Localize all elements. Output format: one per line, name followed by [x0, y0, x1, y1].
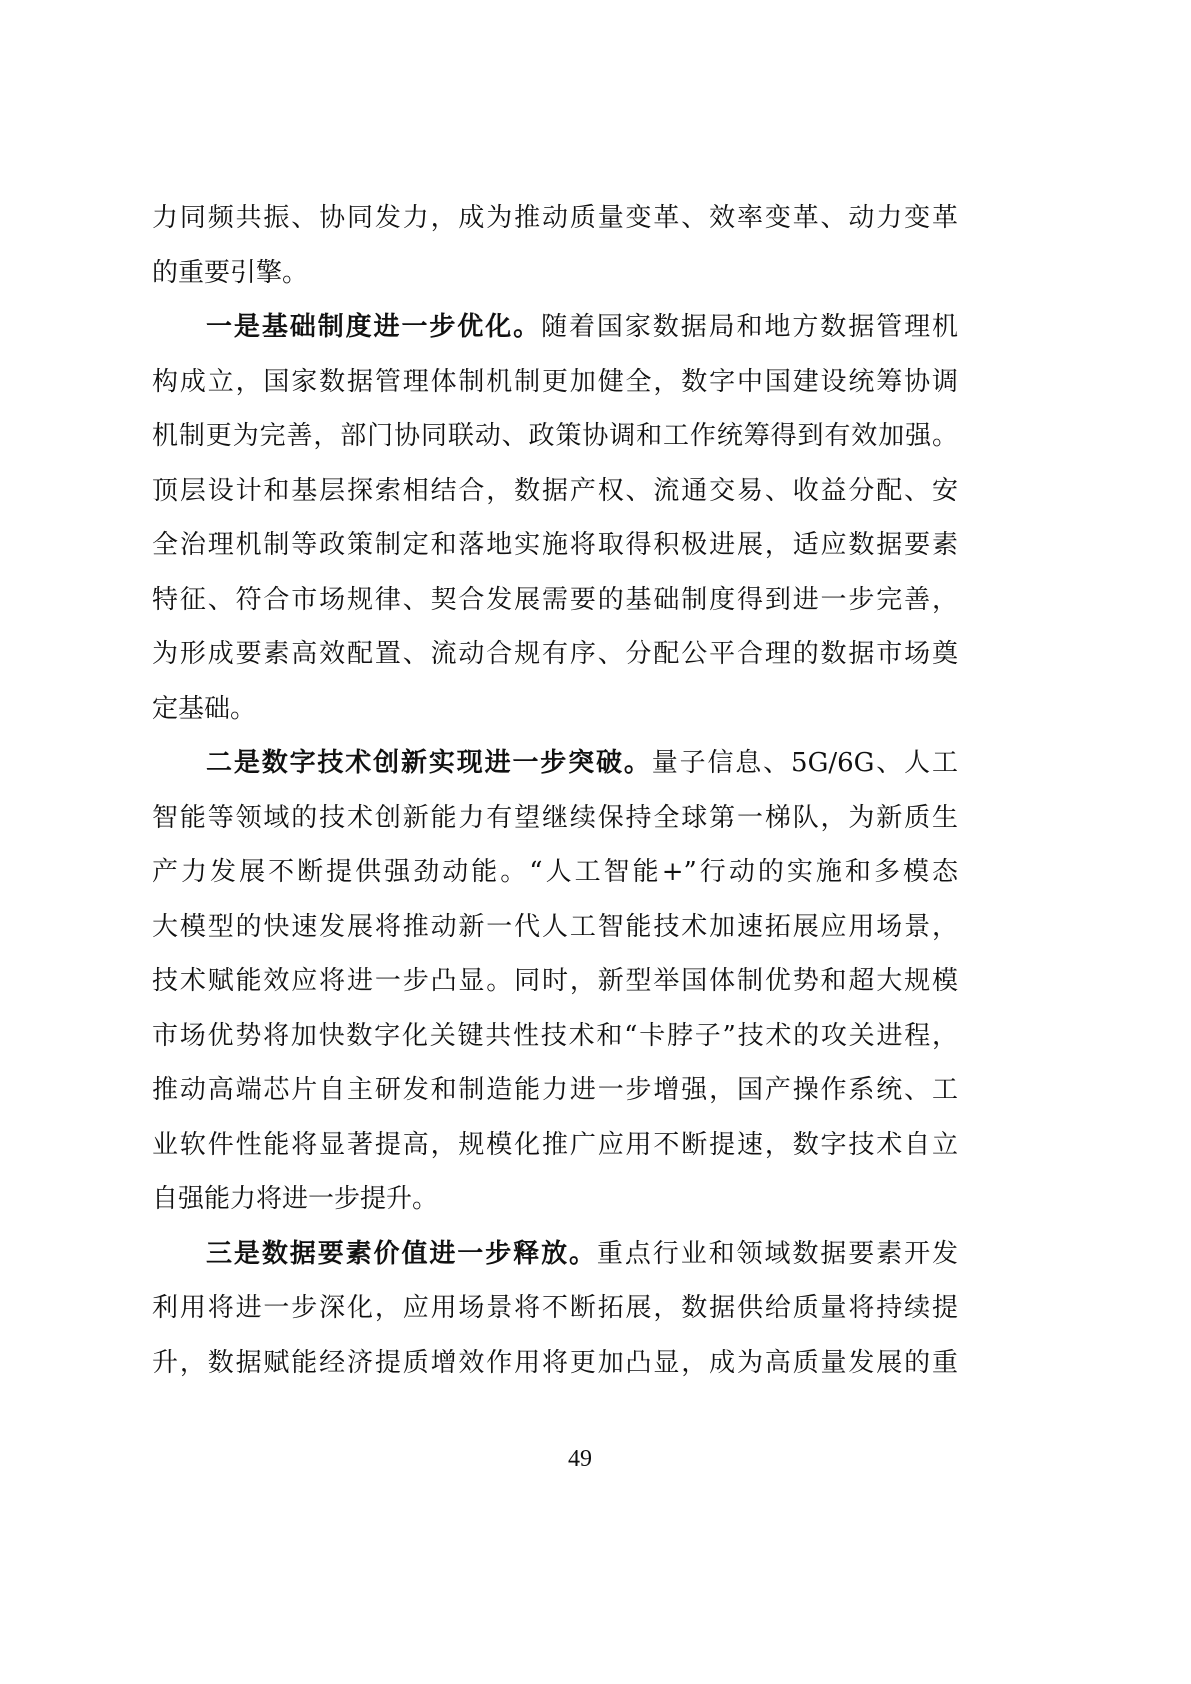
- text-line: [152, 246, 958, 301]
- line-text: 定基础。: [152, 693, 257, 724]
- line-text: 产力发展不断提供强劲动能。“人工智能+”行动的实施和多模态: [152, 857, 958, 887]
- paragraph: [152, 736, 958, 1227]
- line-text: 特征、符合市场规律、契合发展需要的基础制度得到进一步完善，: [152, 584, 958, 615]
- text-line: [152, 518, 958, 573]
- paragraph: [152, 191, 958, 300]
- paragraph-heading: 二是数字技术创新实现进一步突破。: [206, 748, 652, 778]
- text-line: [152, 1227, 958, 1282]
- text-line: [152, 954, 958, 1009]
- line-text: 力同频共振、协同发力，成为推动质量变革、效率变革、动力变革: [152, 203, 958, 233]
- paragraph-heading: 一是基础制度进一步优化。: [206, 312, 542, 342]
- line-text: 智能等领域的技术创新能力有望继续保持全球第一梯队，为新质生: [152, 802, 958, 833]
- line-text: 大模型的快速发展将推动新一代人工智能技术加速拓展应用场景，: [152, 911, 958, 942]
- page-number: 49: [568, 1446, 592, 1472]
- line-text: 推动高端芯片自主研发和制造能力进一步增强，国产操作系统、工: [152, 1075, 958, 1105]
- line-text: 重点行业和领域数据要素开发: [596, 1238, 958, 1269]
- paragraph-heading: 三是数据要素价值进一步释放。: [206, 1238, 597, 1269]
- line-text: 全治理机制等政策制定和落地实施将取得积极进展，适应数据要素: [152, 530, 958, 560]
- line-text: 顶层设计和基层探索相结合，数据产权、流通交易、收益分配、安: [152, 475, 958, 506]
- text-line: [152, 191, 958, 246]
- text-line: [152, 409, 958, 464]
- line-text: 机制更为完善，部门协同联动、政策协调和工作统筹得到有效加强。: [152, 421, 958, 451]
- text-line: [152, 464, 958, 519]
- line-text: 为形成要素高效配置、流动合规有序、分配公平合理的数据市场奠: [152, 639, 958, 669]
- paragraph: [152, 1227, 958, 1391]
- text-line: [152, 682, 958, 737]
- text-line: [152, 355, 958, 410]
- line-text: 的重要引擎。: [152, 257, 309, 288]
- text-line: [152, 1009, 958, 1064]
- line-text: 量子信息、5G/6G、人工: [651, 748, 958, 778]
- text-line: [152, 1172, 958, 1227]
- text-line: [152, 1336, 958, 1391]
- line-text: 升，数据赋能经济提质增效作用将更加凸显，成为高质量发展的重: [152, 1347, 958, 1378]
- text-line: [152, 791, 958, 846]
- text-line: [152, 1118, 958, 1173]
- paragraph: [152, 300, 958, 736]
- text-line: [152, 900, 958, 955]
- document-body: [152, 191, 958, 1390]
- text-line: [152, 1281, 958, 1336]
- line-text: 市场优势将加快数字化关键共性技术和“卡脖子”技术的攻关进程，: [152, 1020, 958, 1051]
- line-text: 自强能力将进一步提升。: [152, 1184, 439, 1214]
- text-line: [152, 573, 958, 628]
- line-text: 利用将进一步深化，应用场景将不断拓展，数据供给质量将持续提: [152, 1293, 958, 1323]
- line-text: 构成立，国家数据管理体制机制更加健全，数字中国建设统筹协调: [152, 366, 958, 397]
- line-text: 业软件性能将显著提高，规模化推广应用不断提速，数字技术自立: [152, 1129, 958, 1160]
- text-line: [152, 627, 958, 682]
- line-text: 技术赋能效应将进一步凸显。同时，新型举国体制优势和超大规模: [152, 966, 958, 996]
- line-text: 随着国家数据局和地方数据管理机: [541, 312, 958, 342]
- text-line: [152, 845, 958, 900]
- text-line: [152, 300, 958, 355]
- text-line: [152, 736, 958, 791]
- text-line: [152, 1063, 958, 1118]
